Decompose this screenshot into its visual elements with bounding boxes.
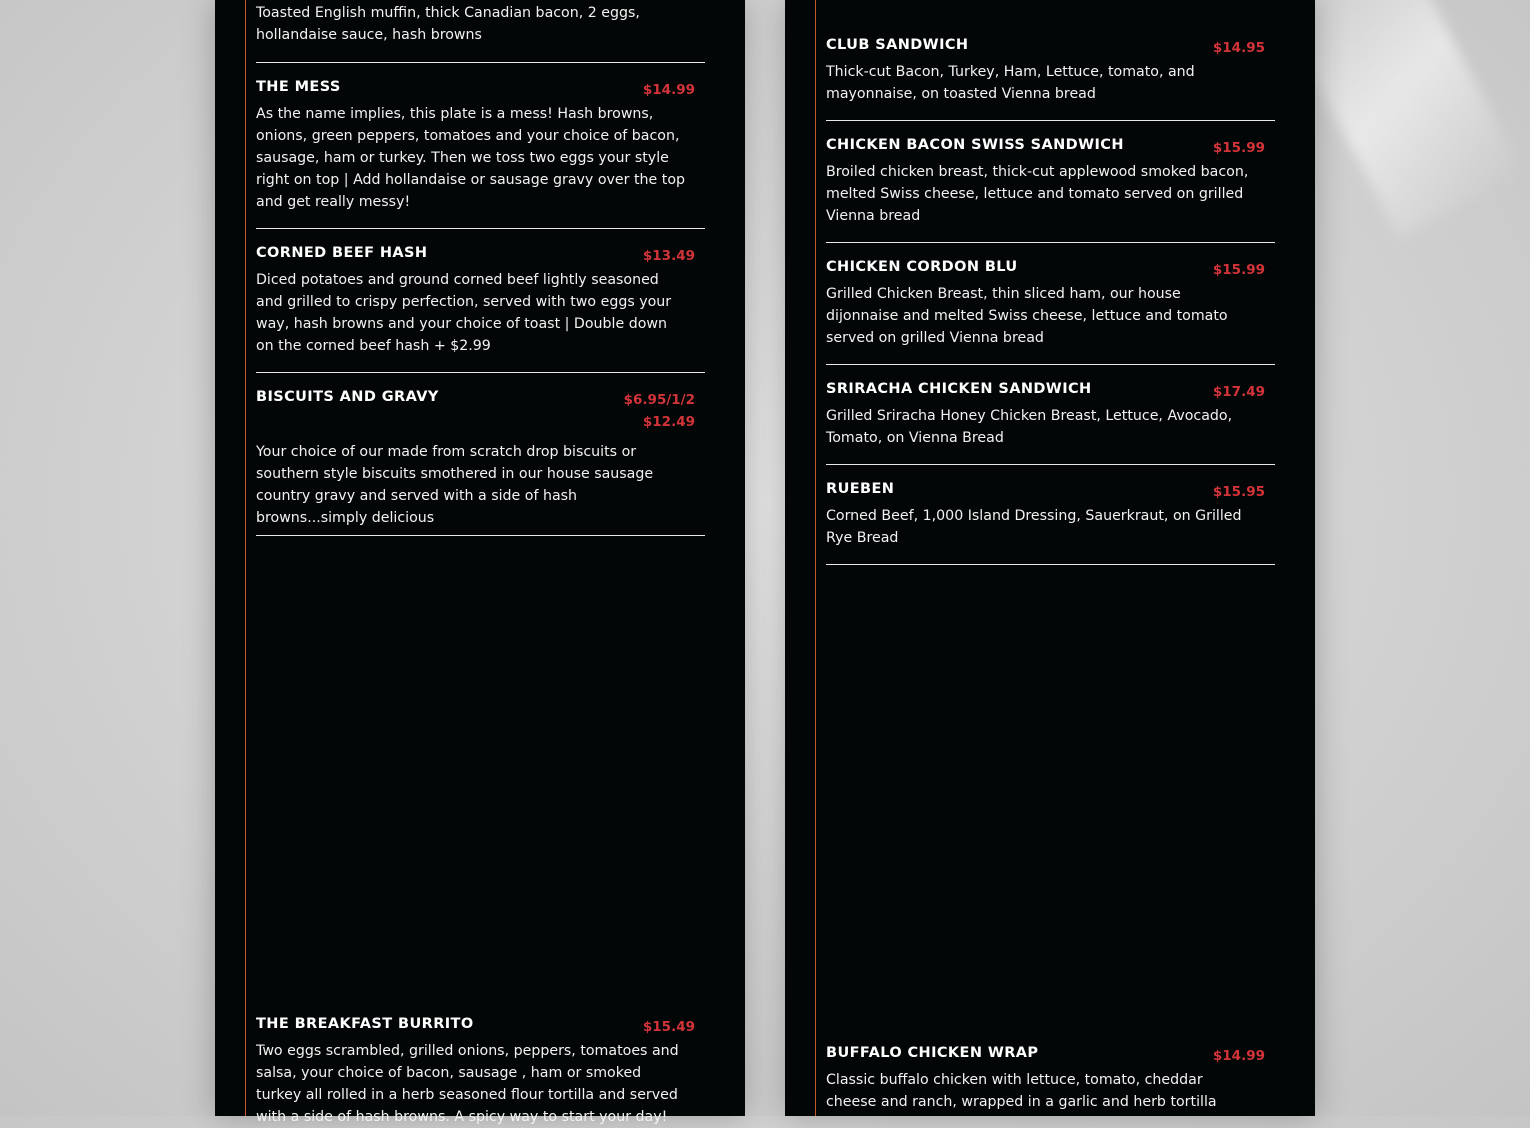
- menu-item-breakfast-burrito[interactable]: [256, 1014, 705, 1128]
- menu-item-the-mess[interactable]: [256, 77, 705, 213]
- item-price: $15.95: [1212, 484, 1265, 500]
- item-price: $15.49: [642, 1019, 695, 1035]
- item-name: CHICKEN CORDON BLU: [826, 259, 1018, 275]
- item-name: THE MESS: [256, 79, 341, 95]
- menu-panel-right: [785, 0, 1315, 1116]
- menu-item-corned-beef-hash[interactable]: [256, 243, 705, 357]
- item-name: CHICKEN BACON SWISS SANDWICH: [826, 137, 1124, 153]
- item-description: Classic buffalo chicken with lettuce, tomato, cheddar cheese and ranch, wrapped in a garlic and herb tortilla: [826, 1072, 1217, 1110]
- item-description: Two eggs scrambled, grilled onions, peppers, tomatoes and salsa, your choice of bacon, sausage , ham or smoked turkey all rolled in a herb seasoned flour tortilla and served with a side of hash browns. A spicy way to start your day!: [256, 1043, 679, 1125]
- item-name: BUFFALO CHICKEN WRAP: [826, 1045, 1039, 1061]
- divider: [256, 228, 705, 229]
- item-description: Grilled Sriracha Honey Chicken Breast, Lettuce, Avocado, Tomato, on Vienna Bread: [826, 408, 1233, 446]
- accent-rule: [245, 0, 246, 1116]
- item-name: THE BREAKFAST BURRITO: [256, 1016, 474, 1032]
- divider: [826, 464, 1275, 465]
- divider: [826, 564, 1275, 565]
- item-description: Corned Beef, 1,000 Island Dressing, Sauerkraut, on Grilled Rye Bread: [826, 508, 1242, 546]
- menu-item-chicken-cordon-blu[interactable]: [826, 257, 1275, 349]
- item-price: $14.99: [1212, 1048, 1265, 1064]
- item-description: Diced potatoes and ground corned beef lightly seasoned and grilled to crispy perfection, served with two eggs your way, hash browns and your choice of toast | Double down on the corned beef hash + $2.99: [256, 272, 672, 354]
- divider: [256, 372, 705, 373]
- item-name: RUEBEN: [826, 481, 895, 497]
- menu-item-club-sandwich[interactable]: [826, 35, 1275, 105]
- item-name: CLUB SANDWICH: [826, 37, 969, 53]
- item-name: BISCUITS AND GRAVY: [256, 389, 439, 405]
- divider: [826, 242, 1275, 243]
- item-price: $14.99: [642, 82, 695, 98]
- divider: [826, 364, 1275, 365]
- item-description: Broiled chicken breast, thick-cut applewood smoked bacon, melted Swiss cheese, lettuce and tomato served on grilled Vienna bread: [826, 164, 1249, 224]
- divider: [256, 62, 705, 63]
- item-price: $15.99: [1212, 262, 1265, 278]
- divider: [826, 120, 1275, 121]
- accent-rule: [815, 0, 816, 1116]
- item-price: $13.49: [642, 248, 695, 264]
- item-description: As the name implies, this plate is a mess! Hash browns, onions, green peppers, tomatoes and your choice of bacon, sausage, ham or turkey. Then we toss two eggs your style right on top | Add hollandaise or sausage gravy over the top and get really messy!: [256, 106, 686, 210]
- menu-item-sriracha-chicken[interactable]: [826, 379, 1275, 449]
- menu-item-chicken-bacon-swiss[interactable]: [826, 135, 1275, 227]
- menu-item-rueben[interactable]: [826, 479, 1275, 549]
- item-description: Toasted English muffin, thick Canadian bacon, 2 eggs, hollandaise sauce, hash browns: [256, 5, 640, 43]
- divider: [256, 535, 705, 536]
- item-price: $14.95: [1212, 40, 1265, 56]
- item-name: SRIRACHA CHICKEN SANDWICH: [826, 381, 1092, 397]
- menu-panel-left: [215, 0, 745, 1125]
- item-price: $6.95/1/2 $12.49: [623, 392, 695, 430]
- item-description: Thick-cut Bacon, Turkey, Ham, Lettuce, tomato, and mayonnaise, on toasted Vienna bread: [826, 64, 1195, 102]
- item-price: $17.49: [1212, 384, 1265, 400]
- item-name: CORNED BEEF HASH: [256, 245, 428, 261]
- menu-item-buffalo-chicken-wrap[interactable]: [826, 1043, 1275, 1113]
- item-description: Grilled Chicken Breast, thin sliced ham, our house dijonnaise and melted Swiss cheese, lettuce and tomato served on grilled Vienna bread: [826, 286, 1228, 346]
- menu-item-fragment: [256, 2, 705, 46]
- item-price: $15.99: [1212, 140, 1265, 156]
- item-description: Your choice of our made from scratch drop biscuits or southern style biscuits smothered in our house sausage country gravy and served with a side of hash browns...simply delicious: [256, 444, 654, 526]
- menu-item-biscuits-and-gravy[interactable]: [256, 387, 705, 529]
